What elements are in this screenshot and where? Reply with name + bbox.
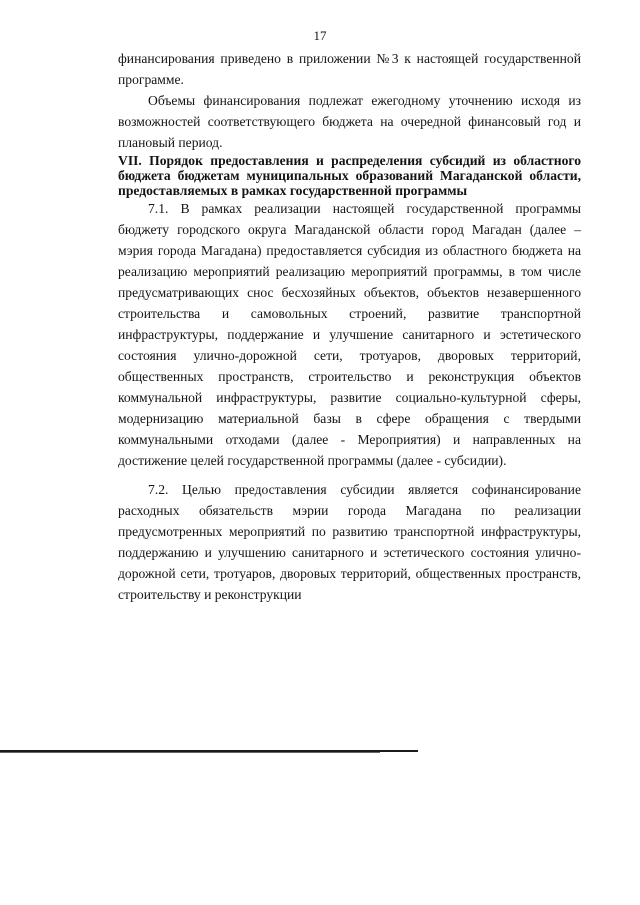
paragraph-7-2: 7.2. Целью предоставления субсидии является софинансирование расходных обязательств мэрии города Магадана по реализации предусмотренных мероприятий по развитию транспортной инфраструктуры, поддержанию и улучшению санитарного и эстетического состояния улично-дорожной сети, тротуаров, дворовых территорий, общественных пространств, строительству и реконструкции <box>118 482 581 602</box>
paragraph-7-1: 7.1. В рамках реализации настоящей государственной программы бюджету городского округа Магаданской области город Магадан (далее – мэрия города Магадана) предоставляется субсидия из областного бюджета на реализацию мероприятий реализацию мероприятий программы, в том числе предусматривающих снос бесхозяйных объектов, объектов незавершенного строительства и самовольных строений, развитие транспортной инфраструктуры, поддержание и улучшение санитарного и эстетического состояния улично-дорожной сети, тротуаров, дворовых территорий, общественных пространств, строительство и реконструкция объектов коммунальной инфраструктуры, развитие социально-культурной сферы, модернизацию материальной базы в сфере обращения с твердыми коммунальными отходами (далее - Мероприятия) и направленных на достижение целей государственной программы (далее - субсидии). <box>118 201 581 468</box>
footnote-divider <box>0 750 418 752</box>
section-heading: VII. Порядок предоставления и распределения субсидий из областного бюджета бюджетам муниципальных образований Магаданской области, предоставляемых в рамках государственной программы <box>118 153 581 198</box>
paragraph-financing-volumes: Объемы финансирования подлежат ежегодному уточнению исходя из возможностей соответствующего бюджета на очередной финансовый год и плановый период. <box>118 93 581 150</box>
page-number: 17 <box>313 28 327 43</box>
paragraph-financing-appendix: финансирования приведено в приложении №3 к настоящей государственной программе. <box>118 51 581 87</box>
document-body <box>118 48 581 605</box>
